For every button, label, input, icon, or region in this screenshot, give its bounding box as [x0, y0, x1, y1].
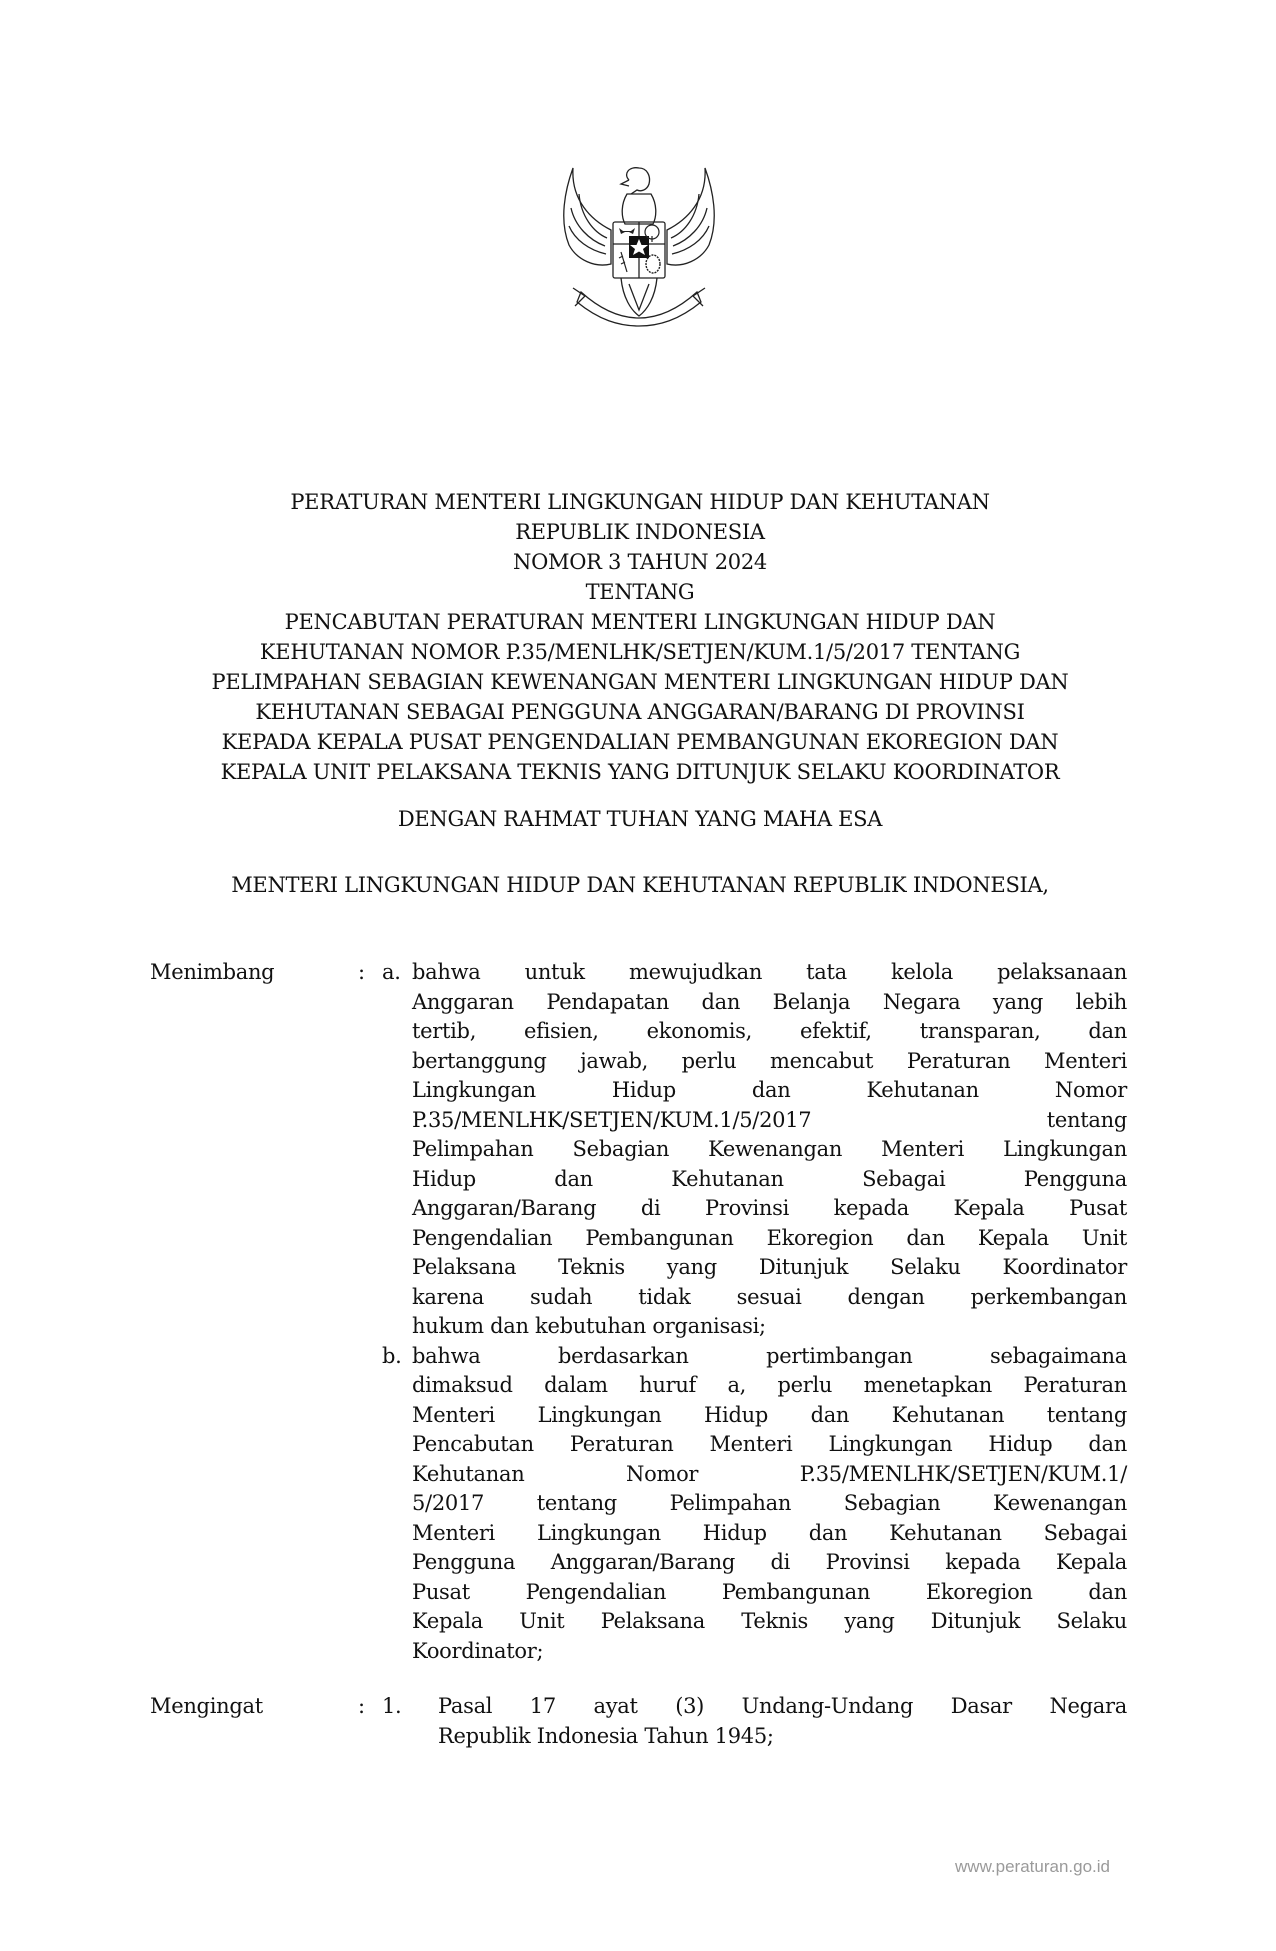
heading-line: KEHUTANAN SEBAGAI PENGGUNA ANGGARAN/BARANG DI PROVINSI: [255, 700, 1025, 724]
text-line: Republik Indonesia Tahun 1945;: [438, 1723, 774, 1748]
bull-head-icon: [619, 228, 635, 234]
left-wing: [564, 168, 611, 265]
item-marker: 1.: [382, 1694, 402, 1718]
chain-icon: [646, 255, 660, 273]
consideration-item-a: [382, 958, 1127, 1342]
text-line: 5/2017 tentang Pelimpahan Sebagian Kewenangan: [412, 1491, 1127, 1515]
text-line: Pengendalian Pembangunan Ekoregion dan Kepala Unit: [412, 1225, 1127, 1250]
text-line: Pelaksana Teknis yang Ditunjuk Selaku Koordinator: [412, 1255, 1127, 1279]
mengingat-label: Mengingat: [150, 1694, 263, 1718]
text-line: Pelimpahan Sebagian Kewenangan Menteri Lingkungan: [412, 1137, 1127, 1161]
text-line: Koordinator;: [412, 1638, 544, 1663]
text-line: Kepala Unit Pelaksana Teknis yang Ditunjuk Selaku: [412, 1609, 1127, 1633]
heading-line: REPUBLIK INDONESIA: [515, 520, 765, 544]
text-line: bahwa untuk mewujudkan tata kelola pelaksanaan: [412, 960, 1127, 984]
heading-line: PERATURAN MENTERI LINGKUNGAN HIDUP DAN KEHUTANAN: [290, 490, 990, 514]
text-line: Pusat Pengendalian Pembangunan Ekoregion dan: [412, 1579, 1127, 1604]
rice-cotton-icon: [619, 252, 627, 272]
consideration-item-b: [382, 1342, 1127, 1667]
text-line: tertib, efisien, ekonomis, efektif, transparan, dan: [412, 1019, 1127, 1043]
text-line: karena sudah tidak sesuai dengan perkembangan: [412, 1284, 1127, 1309]
menimbang-label: Menimbang: [150, 960, 275, 984]
heading-line: TENTANG: [585, 580, 695, 604]
heading-line: PELIMPAHAN SEBAGIAN KEWENANGAN MENTERI LINGKUNGAN HIDUP DAN: [211, 670, 1069, 694]
item-marker: a.: [382, 960, 401, 984]
text-line: Anggaran Pendapatan dan Belanja Negara yang lebih: [412, 989, 1127, 1014]
heading-line: KEPALA UNIT PELAKSANA TEKNIS YANG DITUNJUK SELAKU KOORDINATOR: [220, 760, 1060, 784]
garuda-pancasila-emblem: [551, 160, 727, 340]
text-line: hukum dan kebutuhan organisasi;: [412, 1314, 766, 1338]
invocation: DENGAN RAHMAT TUHAN YANG MAHA ESA: [397, 807, 883, 831]
regulation-heading: [140, 487, 1140, 787]
text-line: Menteri Lingkungan Hidup dan Kehutanan tentang: [412, 1402, 1127, 1427]
menimbang-colon: :: [358, 960, 365, 984]
authority-statement: MENTERI LINGKUNGAN HIDUP DAN KEHUTANAN REPUBLIK INDONESIA,: [231, 873, 1049, 897]
text-line: Pasal 17 ayat (3) Undang-Undang Dasar Negara: [438, 1694, 1127, 1718]
text-line: bahwa berdasarkan pertimbangan sebagaimana: [412, 1343, 1127, 1368]
mengingat-colon: :: [358, 1694, 365, 1718]
heading-line: NOMOR 3 TAHUN 2024: [513, 550, 767, 574]
garuda-head: [627, 168, 650, 194]
watermark-url: www.peraturan.go.id: [955, 1857, 1110, 1876]
text-line: Kehutanan Nomor P.35/MENLHK/SETJEN/KUM.1/: [412, 1461, 1127, 1486]
text-line: Anggaran/Barang di Provinsi kepada Kepala Pusat: [412, 1196, 1127, 1220]
heading-line: KEHUTANAN NOMOR P.35/MENLHK/SETJEN/KUM.1/5/2017 TENTANG: [259, 640, 1021, 664]
item-marker: b.: [382, 1343, 402, 1368]
heading-line: PENCABUTAN PERATURAN MENTERI LINGKUNGAN HIDUP DAN: [284, 610, 996, 634]
text-line: Lingkungan Hidup dan Kehutanan Nomor: [412, 1078, 1127, 1102]
text-line: Pencabutan Peraturan Menteri Lingkungan Hidup dan: [412, 1432, 1127, 1456]
text-line: P.35/MENLHK/SETJEN/KUM.1/5/2017 tentang: [412, 1107, 1127, 1132]
text-line: Hidup dan Kehutanan Sebagai Pengguna: [412, 1166, 1127, 1191]
legal-basis-item-1: [382, 1692, 1127, 1751]
text-line: Menteri Lingkungan Hidup dan Kehutanan Sebagai: [412, 1520, 1127, 1545]
text-line: bertanggung jawab, perlu mencabut Peraturan Menteri: [412, 1048, 1127, 1073]
right-wing: [667, 168, 714, 265]
heading-line: KEPADA KEPALA PUSAT PENGENDALIAN PEMBANGUNAN EKOREGION DAN: [221, 730, 1059, 754]
text-line: dimaksud dalam huruf a, perlu menetapkan Peraturan: [412, 1373, 1127, 1397]
text-line: Pengguna Anggaran/Barang di Provinsi kepada Kepala: [412, 1550, 1127, 1574]
